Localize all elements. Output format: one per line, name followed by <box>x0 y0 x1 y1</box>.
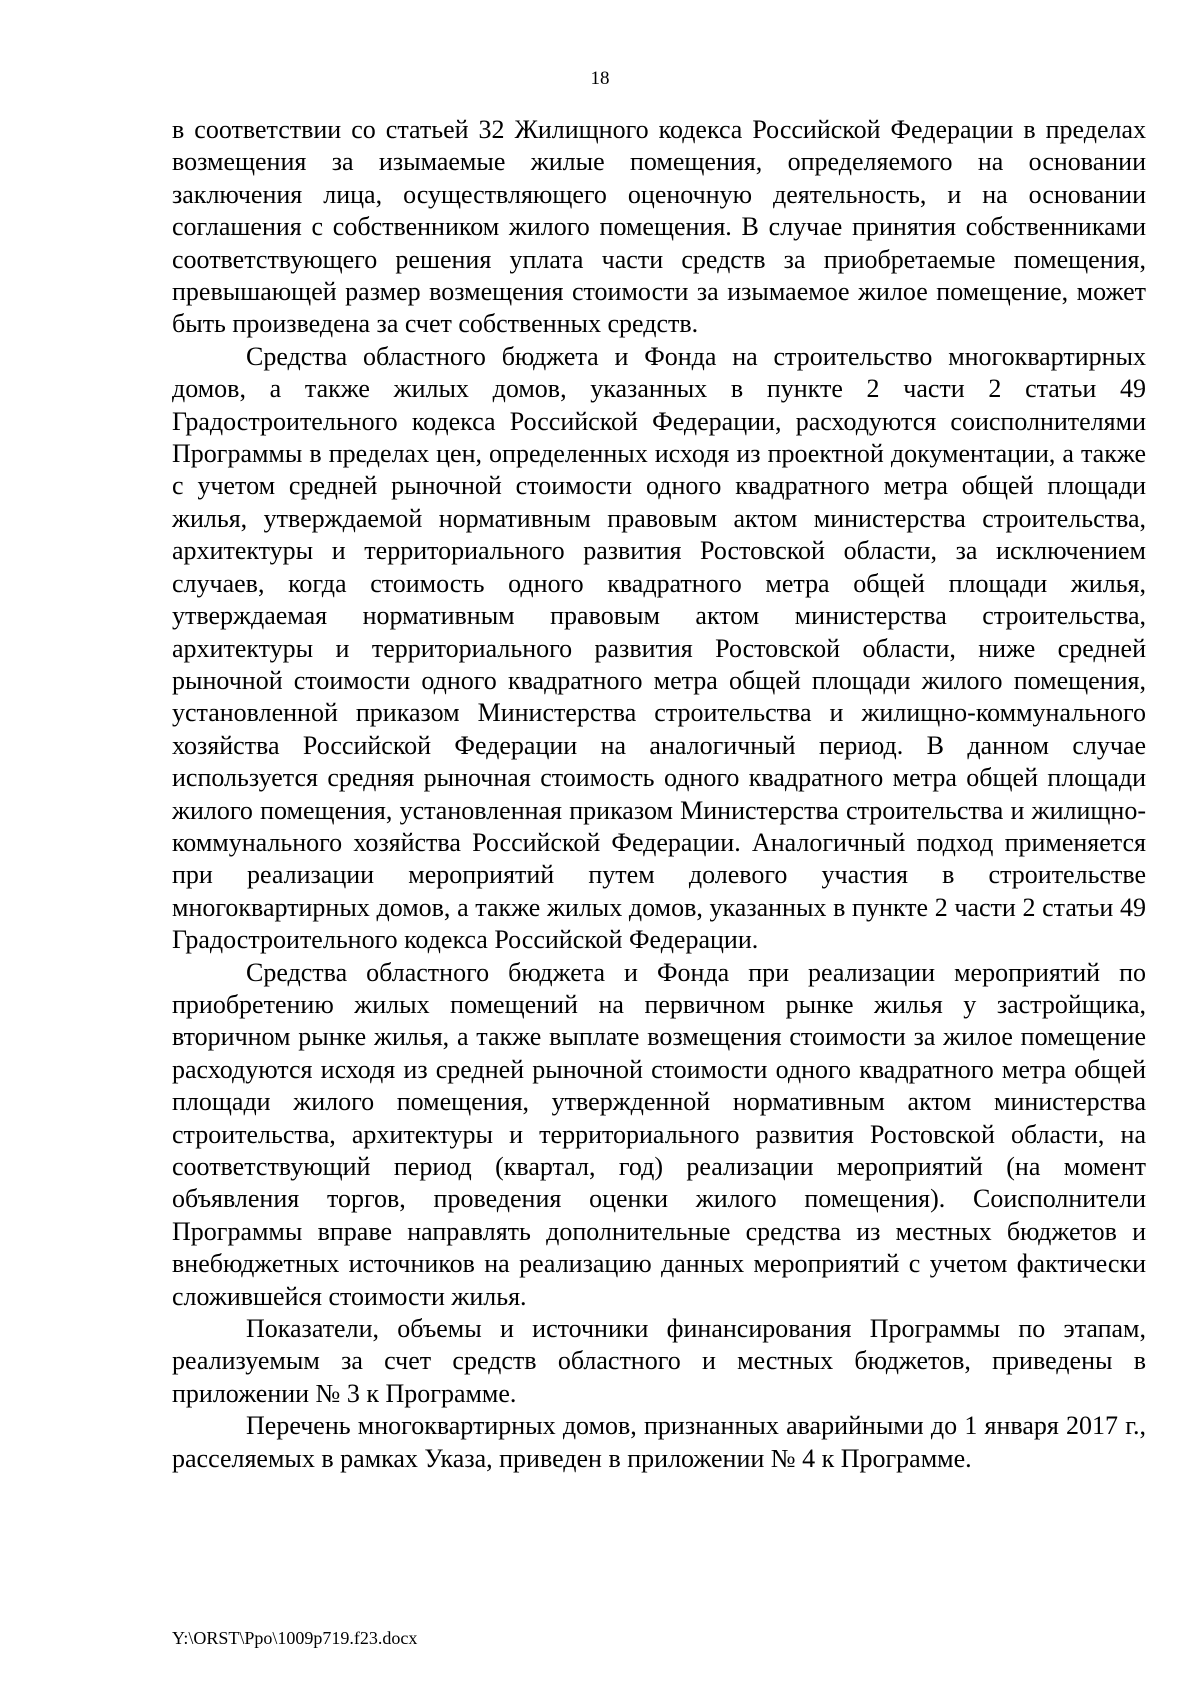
paragraph-continuation: в соответствии со статьей 32 Жилищного кодекса Российской Федерации в пределах возмещения за изымаемые жилые помещения, определяемого на основании заключения лица, осуществляющего оценочную деятельность, и на основании соглашения с собственником жилого помещения. В случае принятия собственниками соответствующего решения уплата части средств за приобретаемые помещения, превышающей размер возмещения стоимости за изымаемое жилое помещение, может быть произведена за счет собственных средств. <box>172 115 1146 339</box>
paragraph-financing-indicators: Показатели, объемы и источники финансирования Программы по этапам, реализуемым за счет средств областного и местных бюджетов, приведены в приложении № 3 к Программе. <box>172 1314 1146 1408</box>
footer-file-path: Y:\ORST\Ppo\1009p719.f23.docx <box>172 1628 418 1648</box>
document-body <box>172 114 1146 1475</box>
page-number: 18 <box>590 68 610 89</box>
paragraph-construction-funding: Средства областного бюджета и Фонда на строительство многоквартирных домов, а также жилых домов, указанных в пункте 2 части 2 статьи 49 Градостроительного кодекса Российской Федерации, расходуются соисполнителями Программы в пределах цен, определенных исходя из проектной документации, а также с учетом средней рыночной стоимости одного квадратного метра общей площади жилья, утверждаемой нормативным правовым актом министерства строительства, архитектуры и территориального развития Ростовской области, за исключением случаев, когда стоимость одного квадратного метра общей площади жилья, утверждаемая нормативным правовым актом министерства строительства, архитектуры и территориального развития Ростовской области, ниже средней рыночной стоимости одного квадратного метра общей площади жилого помещения, установленной приказом Министерства строительства и жилищно-коммунального хозяйства Российской Федерации на аналогичный период. В данном случае используется средняя рыночная стоимость одного квадратного метра общей площади жилого помещения, установленная приказом Министерства строительства и жилищно-коммунального хозяйства Российской Федерации. Аналогичный подход применяется при реализации мероприятий путем долевого участия в строительстве многоквартирных домов, а также жилых домов, указанных в пункте 2 части 2 статьи 49 Градостроительного кодекса Российской Федерации. <box>172 341 1146 955</box>
paragraph-emergency-houses-list: Перечень многоквартирных домов, признанных аварийными до 1 января 2017 г., расселяемых в рамках Указа, приведен в приложении № 4 к Программе. <box>172 1411 1146 1473</box>
paragraph-purchase-funding: Средства областного бюджета и Фонда при реализации мероприятий по приобретению жилых помещений на первичном рынке жилья у застройщика, вторичном рынке жилья, а также выплате возмещения стоимости за жилое помещение расходуются исходя из средней рыночной стоимости одного квадратного метра общей площади жилого помещения, утвержденной нормативным актом министерства строительства, архитектуры и территориального развития Ростовской области, на соответствующий период (квартал, год) реализации мероприятий (на момент объявления торгов, проведения оценки жилого помещения). Соисполнители Программы вправе направлять дополнительные средства из местных бюджетов и внебюджетных источников на реализацию данных мероприятий с учетом фактически сложившейся стоимости жилья. <box>172 957 1146 1311</box>
